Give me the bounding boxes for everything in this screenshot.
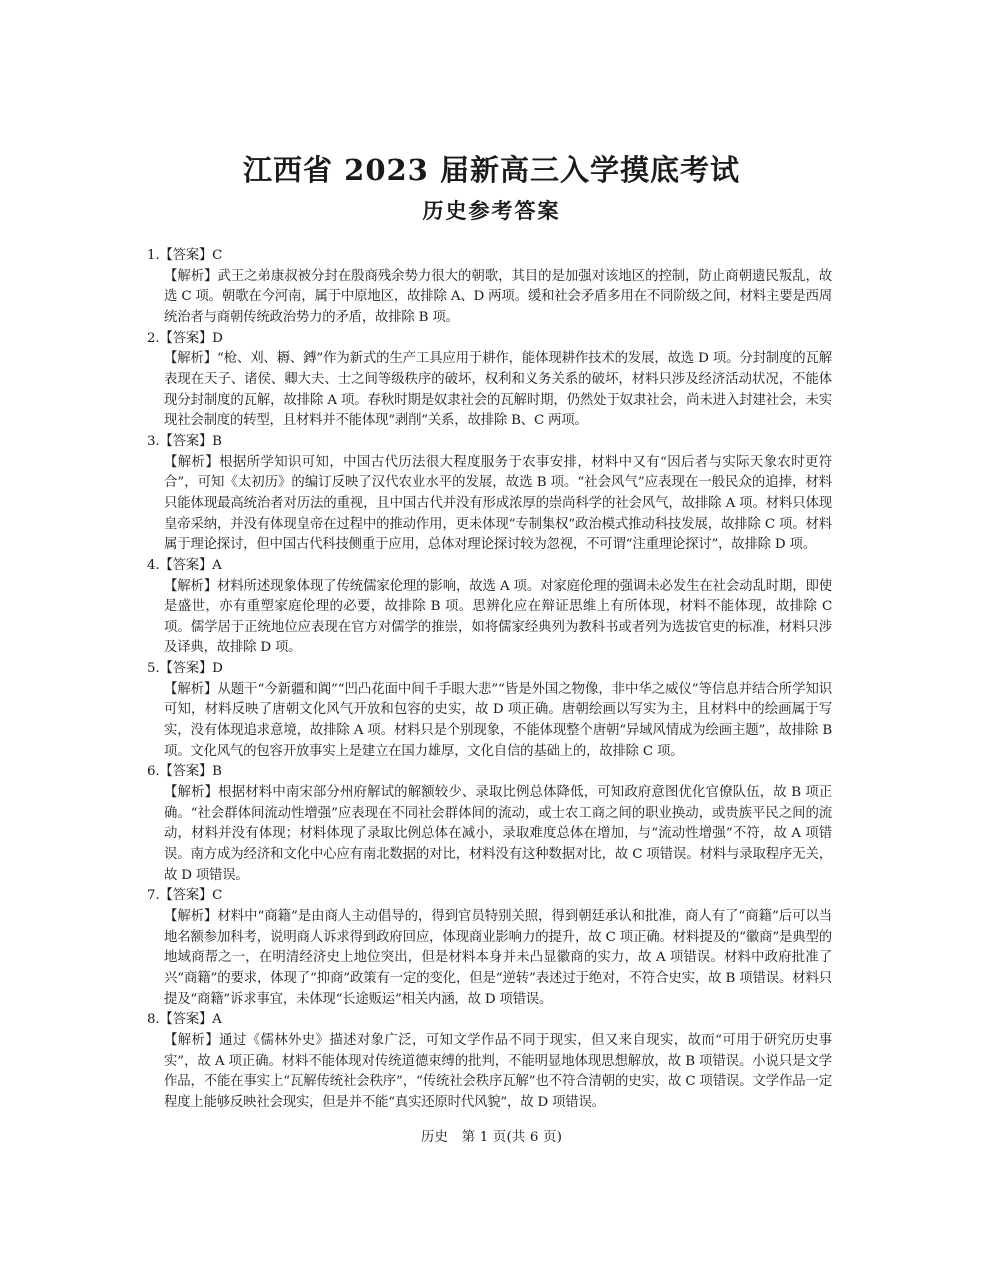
analysis-text: 【解析】根据所学知识可知，中国古代历法很大程度服务于农事安排，材料中又有“因后者与实际天象农时更符合”，可知《太初历》的编订反映了汉代农业水平的发展，故选 B 项。“社会风气”应表现在一般民众的追捧，材料只能体现最高统治者对历法的重视，且中国古代并没有形成浓厚的崇尚科学的社会风气，故排除 A 项。材料只体现皇帝采纳，并没有体现皇帝在过程中的推动作用，更未体现“专制集权”政治模式推动科技发展，故排除 C 项。材料属于理论探讨，但中国古代科技侧重于应用，总体对理论探讨较为忽视，不可谓“注重理论探讨”，故排除 D 项。 <box>164 454 832 553</box>
question-7 <box>147 886 832 1010</box>
question-3 <box>147 432 832 556</box>
question-4 <box>147 556 832 659</box>
question-1 <box>147 246 832 329</box>
analysis-text: 【解析】武王之弟康叔被分封在殷商残余势力很大的朝歌，其目的是加强对该地区的控制，防止商朝遗民叛乱，故选 C 项。朝歌在今河南，属于中原地区，故排除 A、D 两项。缓和社会矛盾多用在不同阶级之间，材料主要是西周统治者与商朝传统政治势力的矛盾，故排除 B 项。 <box>164 268 832 325</box>
answer-line: 3.【答案】B <box>147 433 222 449</box>
question-5 <box>147 659 832 762</box>
answer-line: 2.【答案】D <box>147 330 223 346</box>
page-title: 江西省 2023 届新高三入学摸底考试 <box>243 153 740 187</box>
analysis-text: 【解析】材料所述现象体现了传统儒家伦理的影响，故选 A 项。对家庭伦理的强调未必发生在社会动乱时期，即使是盛世，亦有重塑家庭伦理的必要，故排除 B 项。思辨化应在辩证思维上有所体现，材料不能体现，故排除 C 项。儒学居于正统地位应表现在官方对儒学的推崇，如将儒家经典列为教科书或者列为选拔官吏的标准，材料只涉及译典，故排除 D 项。 <box>164 578 832 656</box>
analysis-text: 【解析】从题干“今新疆和阗”“凹凸花面中间千手眼大悲”“皆是外国之物像，非中华之威仪”等信息并结合所学知识可知，材料反映了唐朝文化风气开放和包容的史实，故 D 项正确。唐朝绘画以写实为主，且材料中的绘画属于写实，没有体现追求意境，故排除 A 项。材料只是个别现象，不能体现整个唐朝“异域风情成为绘画主题”，故排除 B 项。文化风气的包容开放事实上是建立在国力雄厚，文化自信的基础上的，故排除 C 项。 <box>164 681 832 759</box>
answer-line: 1.【答案】C <box>147 248 223 263</box>
page-footer: 历史 第 1 页(共 6 页) <box>420 1130 563 1145</box>
answer-list <box>147 246 832 1114</box>
analysis-text: 【解析】根据材料中南宋部分州府解试的解额较少、录取比例总体降低，可知政府意图优化官僚队伍，故 B 项正确。“社会群体间流动性增强”应表现在不同社会群体间的流动，或士农工商之间的职业换动，或贵族平民之间的流动，材料并没有体现；材料体现了录取比例总体在减小，录取难度总体在增加，与“流动性增强”不符，故 A 项错误。南方成为经济和文化中心应有南北数据的对比，材料没有这种数据对比，故 C 项错误。材料与录取程序无关，故 D 项错误。 <box>164 785 832 883</box>
analysis-text: 【解析】材料中“商籍”是由商人主动倡导的，得到官员特别关照，得到朝廷承认和批准，商人有了“商籍”后可以当地名额参加科考，说明商人诉求得到政府回应，体现商业影响力的提升，故 C 项正确。材料提及的“徽商”是典型的地域商帮之一，在明清经济史上地位突出，但是材料本身并未凸显徽商的实力，故 A 项错误。材料中政府批准了兴“商籍”的要求，体现了“抑商”政策有一定的变化，但是“逆转”表述过于绝对，不符合史实，故 B 项错误。材料只提及“商籍”诉求事宜，未体现“长途贩运”相关内涵，故 D 项错误。 <box>164 909 832 1007</box>
answer-line: 8.【答案】A <box>147 1012 222 1028</box>
analysis-text: 【解析】“枪、刈、耨、鎛”作为新式的生产工具应用于耕作，能体现耕作技术的发展，故选 D 项。分封制度的瓦解表现在天子、诸侯、卿大夫、士之间等级秩序的破坏，权利和义务关系的破坏，材料只涉及经济活动状况，不能体现分封制度的瓦解，故排除 A 项。春秋时期是奴隶社会的瓦解时期，仍然处于奴隶社会，尚未进入封建社会，未实现社会制度的转型，且材料并不能体现“剥削”关系，故排除 B、C 两项。 <box>164 351 832 429</box>
page-subtitle: 历史参考答案 <box>422 198 561 223</box>
question-6 <box>147 762 832 886</box>
question-2 <box>147 329 832 432</box>
answer-line: 7.【答案】C <box>147 888 223 904</box>
analysis-text: 【解析】通过《儒林外史》描述对象广泛，可知文学作品不同于现实，但又来自现实，故而“可用于研究历史事实”，故 A 项正确。材料不能体现对传统道德束缚的批判，不能明显地体现思想解放，故 B 项错误。小说只是文学作品，不能在事实上“瓦解传统社会秩序”，“传统社会秩序瓦解”也不符合清朝的史实，故 C 项错误。文学作品一定程度上能够反映社会现实，但是并不能“真实还原时代风貌”，故 D 项错误。 <box>164 1032 832 1110</box>
answer-line: 4.【答案】A <box>147 557 222 573</box>
answer-line: 5.【答案】D <box>147 661 223 677</box>
answer-line: 6.【答案】B <box>147 764 222 780</box>
question-8 <box>147 1010 832 1113</box>
